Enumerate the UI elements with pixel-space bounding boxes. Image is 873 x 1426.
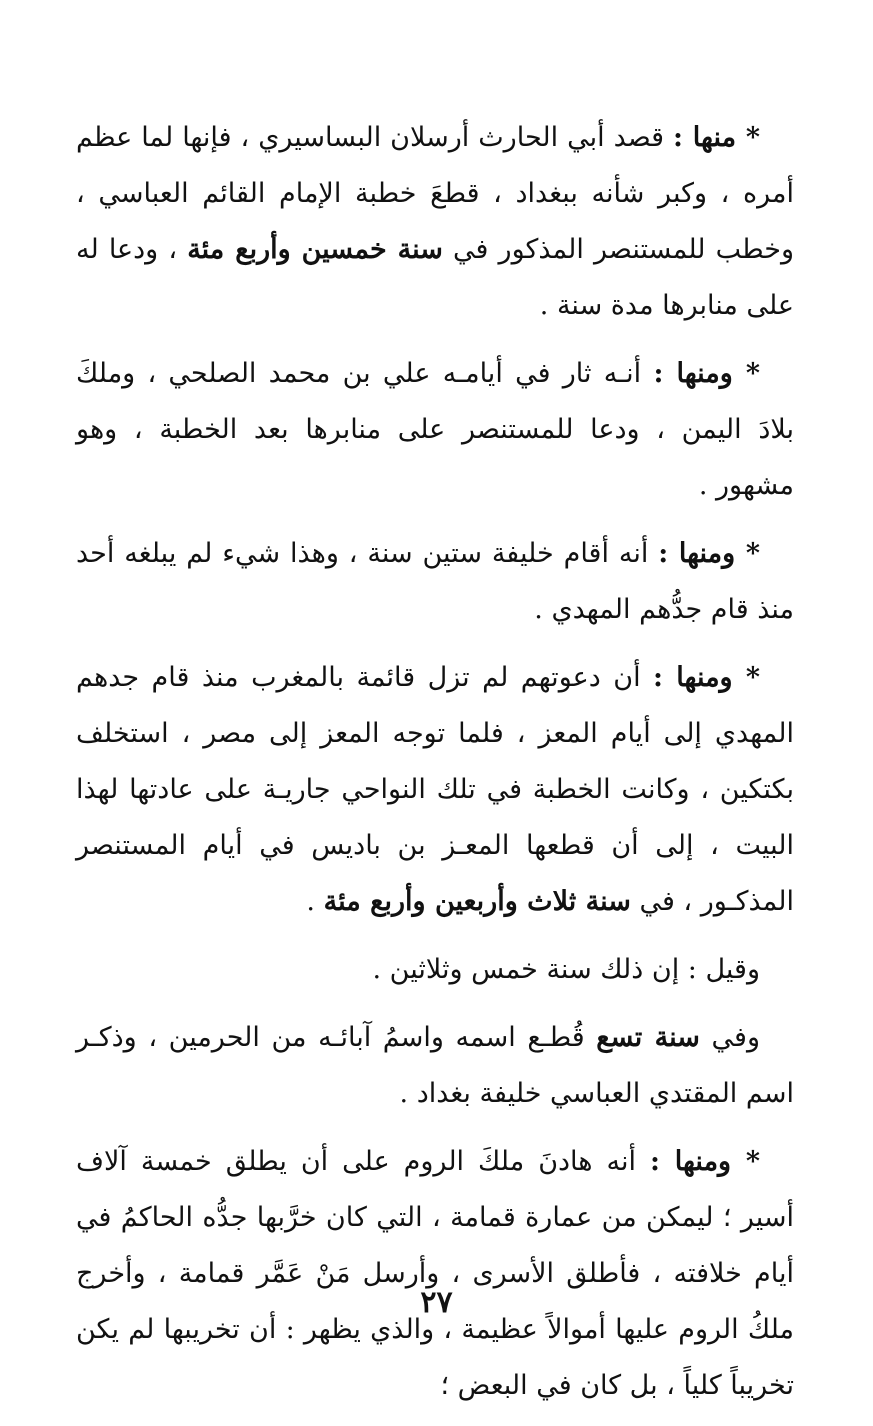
paragraph-qumama bbox=[76, 1134, 794, 1414]
paragraph-lead: * ومنها : bbox=[649, 1146, 760, 1177]
paragraph-haramayn bbox=[76, 1010, 794, 1122]
paragraph-lead: * ومنها : bbox=[653, 358, 760, 389]
paragraph-bold-date: سنة ثلاث وأربعين وأربع مئة bbox=[323, 886, 631, 917]
paragraph-sixty-years bbox=[76, 526, 794, 638]
paragraph-text-end: . bbox=[306, 886, 324, 917]
paragraph-bold-date: سنة تسع bbox=[596, 1022, 700, 1053]
paragraph-lead: * ومنها : bbox=[653, 662, 760, 693]
paragraph-text: أنـه ثار في أيامـه علي بن محمد الصلحي ، وملكَ بلادَ اليمن ، ودعا للمستنصر على منابرها بعد الخطبة ، وهو مشهور . bbox=[76, 358, 794, 501]
paragraph-lead: * ومنها : bbox=[658, 538, 760, 569]
page-body bbox=[76, 110, 794, 1426]
page-number: ٢٧ bbox=[420, 1285, 453, 1320]
paragraph-text: أنه هادنَ ملكَ الروم على أن يطلق خمسة آلاف أسير ؛ ليمكن من عمارة قمامة ، التي كان خرَّبها جدُّه الحاكمُ في أيام خلافته ، فأطلق الأسرى ، وأرسل مَنْ عَمَّر قمامة ، وأخرج ملكُ الروم عليها أموالاً عظيمة ، والذي يظهر : أن تخريبها لم يكن تخريباً كلياً ، بل كان في البعض ؛ bbox=[76, 1146, 794, 1401]
paragraph-maghrib bbox=[76, 650, 794, 930]
paragraph-text-end: ، ودعا له على منابرها مدة سنة . bbox=[76, 234, 794, 321]
paragraph-text-end: قُطـع اسمه واسمُ آبائـه من الحرمين ، وذكـر اسم المقتدي العباسي خليفة بغداد . bbox=[76, 1022, 794, 1109]
paragraph-bold-date: سنة خمسين وأربع مئة bbox=[187, 234, 443, 265]
paragraph-text: وقيل : إن ذلك سنة خمس وثلاثين . bbox=[372, 954, 760, 985]
paragraph-lead: * منها : bbox=[673, 122, 760, 153]
paragraph-text: وفي bbox=[699, 1022, 760, 1053]
paragraph-text: قصد أبي الحارث أرسلان البساسيري ، فإنها لما عظم أمره ، وكبر شأنه ببغداد ، قطعَ خطبة الإمام القائم العباسي ، وخطب للمستنصر المذكور في bbox=[76, 122, 794, 265]
paragraph-basasiri bbox=[76, 110, 794, 334]
paragraph-sulayhi bbox=[76, 346, 794, 514]
paragraph-text: أن دعوتهم لم تزل قائمة بالمغرب منذ قام جدهم المهدي إلى أيام المعز ، فلما توجه المعز إلى مصر ، استخلف بكتكين ، وكانت الخطبة في تلك النواحي جاريـة على عادتها لهذا البيت ، إلى أن قطعها المعـز بن باديس في أيام المستنصر المذكـور ، في bbox=[76, 662, 794, 917]
paragraph-text: أنه أقام خليفة ستين سنة ، وهذا شيء لم يبلغه أحد منذ قام جدُّهم المهدي . bbox=[76, 538, 794, 625]
paragraph-alternate-date bbox=[76, 942, 794, 998]
